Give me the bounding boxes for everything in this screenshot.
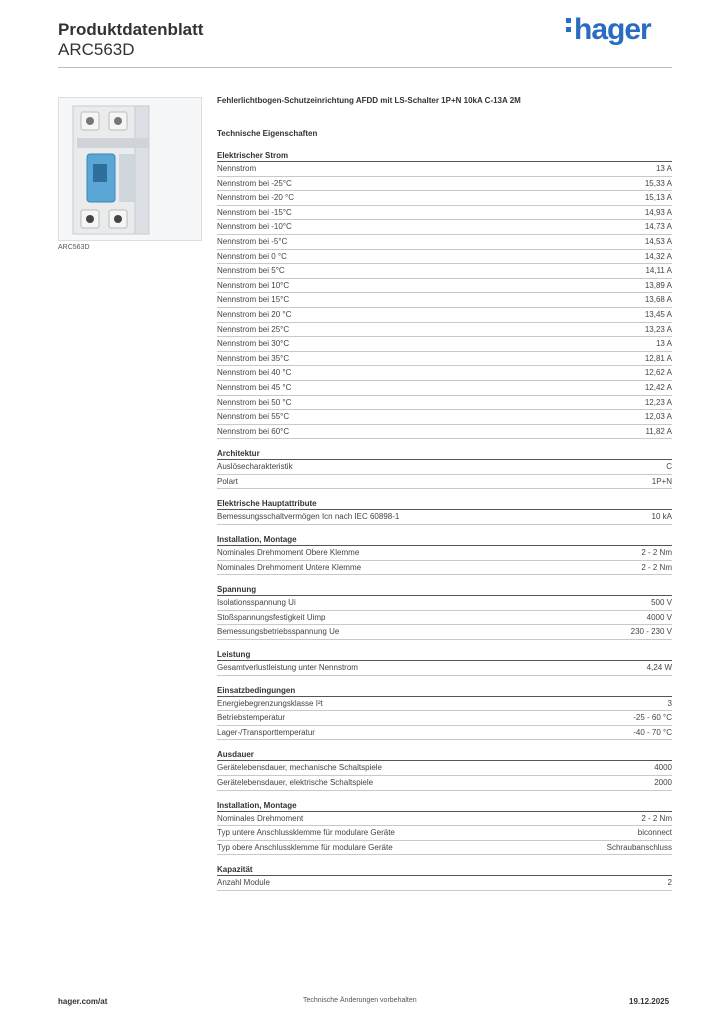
spec-row — [217, 264, 672, 279]
section-title: Einsatzbedingungen — [217, 684, 672, 697]
spec-label: Nennstrom bei 0 °C — [217, 251, 287, 261]
spec-row — [217, 396, 672, 411]
spec-value: 12,23 A — [644, 397, 672, 407]
spec-value: 14,93 A — [644, 207, 672, 217]
spec-label: Betriebstemperatur — [217, 713, 286, 723]
spec-value: 13,89 A — [644, 280, 672, 290]
spec-row — [217, 510, 672, 525]
spec-label: Nennstrom bei 5°C — [217, 266, 285, 276]
spec-section — [217, 748, 672, 790]
spec-value: 14,32 A — [644, 251, 672, 261]
spec-label: Nennstrom bei 45 °C — [217, 382, 292, 392]
spec-value: 4000 — [654, 763, 672, 773]
spec-label: Stoßspannungsfestigkeit Uimp — [217, 612, 326, 622]
spec-value: 14,53 A — [644, 236, 672, 246]
spec-row — [217, 826, 672, 841]
hager-logo — [566, 12, 651, 48]
spec-label: Nominales Drehmoment — [217, 813, 304, 823]
spec-label: Anzahl Module — [217, 878, 270, 888]
spec-label: Typ untere Anschlussklemme für modulare Geräte — [217, 828, 395, 838]
header — [58, 20, 203, 60]
spec-row — [217, 841, 672, 856]
spec-value: biconnect — [637, 828, 672, 838]
spec-section — [217, 684, 672, 741]
spec-row — [217, 546, 672, 561]
image-caption: ARC563D — [58, 244, 90, 251]
footer-note: Technische Änderungen vorbehalten — [303, 997, 417, 1004]
spec-label: Nennstrom bei 60°C — [217, 426, 290, 436]
spec-value: 230 - 230 V — [630, 627, 672, 637]
spec-row — [217, 625, 672, 640]
spec-row — [217, 425, 672, 440]
spec-section — [217, 648, 672, 676]
spec-value: 15,13 A — [644, 193, 672, 203]
logo-text: hager — [574, 13, 651, 46]
spec-value: 1P+N — [651, 476, 672, 486]
section-title: Ausdauer — [217, 748, 672, 761]
section-title: Architektur — [217, 447, 672, 460]
spec-section — [217, 799, 672, 856]
spec-value: 2 - 2 Nm — [641, 562, 672, 572]
section-title: Installation, Montage — [217, 799, 672, 812]
spec-value: 12,62 A — [644, 368, 672, 378]
circuit-breaker-icon — [59, 98, 201, 240]
section-title: Elektrische Hauptattribute — [217, 497, 672, 510]
spec-value: 14,73 A — [644, 222, 672, 232]
spec-row — [217, 162, 672, 177]
spec-row — [217, 726, 672, 741]
spec-value: 2 - 2 Nm — [641, 813, 672, 823]
spec-value: 12,42 A — [644, 382, 672, 392]
spec-label: Auslösecharakteristik — [217, 462, 293, 472]
spec-section — [217, 533, 672, 575]
spec-row — [217, 381, 672, 396]
spec-row — [217, 220, 672, 235]
spec-row — [217, 460, 672, 475]
spec-value: 10 kA — [651, 512, 672, 522]
spec-label: Nennstrom bei 30°C — [217, 339, 290, 349]
spec-label: Gerätelebensdauer, elektrische Schaltspiele — [217, 778, 374, 787]
spec-label: Nennstrom bei 15°C — [217, 295, 290, 305]
spec-label: Nennstrom bei 10°C — [217, 280, 290, 290]
section-title: Elektrischer Strom — [217, 149, 672, 162]
spec-label: Bemessungsschaltvermögen Icn nach IEC 60898-1 — [217, 512, 400, 522]
spec-label: Nominales Drehmoment Untere Klemme — [217, 562, 362, 572]
spec-label: Nennstrom bei -25°C — [217, 178, 292, 188]
spec-label: Nennstrom bei 25°C — [217, 324, 290, 334]
spec-label: Polart — [217, 476, 238, 486]
spec-value: 13,68 A — [644, 295, 672, 305]
spec-row — [217, 366, 672, 381]
header-divider — [58, 67, 672, 68]
product-code: ARC563D — [58, 40, 135, 59]
section-title: Leistung — [217, 648, 672, 661]
spec-row — [217, 761, 672, 776]
spec-value: 500 V — [651, 598, 672, 608]
spec-row — [217, 596, 672, 611]
spec-label: Nennstrom — [217, 164, 257, 173]
tech-heading: Technische Eigenschaften — [217, 129, 318, 138]
spec-label: Nennstrom bei -15°C — [217, 207, 292, 217]
spec-row — [217, 661, 672, 676]
spec-row — [217, 323, 672, 338]
spec-value: -25 - 60 °C — [633, 713, 672, 723]
spec-row — [217, 235, 672, 250]
spec-value: 12,03 A — [644, 412, 672, 422]
spec-section — [217, 863, 672, 891]
spec-value: Schraubanschluss — [606, 842, 672, 852]
spec-section — [217, 149, 672, 439]
spec-section — [217, 447, 672, 489]
spec-sections — [217, 149, 672, 891]
footer-date: 19.12.2025 — [629, 997, 670, 1006]
section-title: Kapazität — [217, 863, 672, 876]
logo-dots-icon — [566, 14, 572, 36]
spec-row — [217, 561, 672, 576]
spec-label: Nennstrom bei 50 °C — [217, 397, 292, 407]
spec-value: -40 - 70 °C — [633, 727, 672, 737]
spec-row — [217, 337, 672, 352]
spec-value: 14,11 A — [645, 266, 672, 276]
spec-label: Nennstrom bei 35°C — [217, 353, 290, 363]
spec-section — [217, 497, 672, 525]
spec-value: 13,23 A — [644, 324, 672, 334]
spec-row — [217, 776, 672, 791]
spec-label: Nominales Drehmoment Obere Klemme — [217, 548, 360, 558]
spec-value: 2000 — [654, 778, 672, 787]
spec-label: Nennstrom bei -20 °C — [217, 193, 295, 203]
page-title: Produktdatenblatt — [58, 20, 204, 39]
spec-label: Gesamtverlustleistung unter Nennstrom — [217, 663, 358, 673]
spec-row — [217, 293, 672, 308]
spec-label: Lager-/Transporttemperatur — [217, 727, 315, 737]
spec-value: 2 — [667, 878, 672, 888]
spec-value: 4,24 W — [646, 663, 672, 673]
spec-value: 15,33 A — [644, 178, 672, 188]
spec-row — [217, 250, 672, 265]
spec-label: Bemessungsbetriebsspannung Ue — [217, 627, 340, 637]
spec-row — [217, 812, 672, 827]
spec-row — [217, 410, 672, 425]
spec-row — [217, 206, 672, 221]
spec-value: 4000 V — [646, 612, 672, 622]
spec-row — [217, 611, 672, 626]
spec-label: Isolationsspannung Ui — [217, 598, 296, 608]
spec-section — [217, 583, 672, 640]
spec-value: 13 A — [655, 164, 672, 173]
spec-row — [217, 308, 672, 323]
product-description: Fehlerlichtbogen-Schutzeinrichtung AFDD mit LS-Schalter 1P+N 10kA C-13A 2M — [217, 96, 521, 105]
spec-row — [217, 177, 672, 192]
section-title: Spannung — [217, 583, 672, 596]
spec-value: 11,82 A — [645, 426, 672, 436]
spec-value: 2 - 2 Nm — [641, 548, 672, 558]
spec-label: Nennstrom bei -10°C — [217, 222, 292, 232]
spec-label: Nennstrom bei -5°C — [217, 236, 288, 246]
spec-row — [217, 711, 672, 726]
spec-label: Typ obere Anschlussklemme für modulare Geräte — [217, 842, 393, 852]
spec-row — [217, 352, 672, 367]
spec-label: Nennstrom bei 20 °C — [217, 309, 292, 319]
spec-value: 13 A — [655, 339, 672, 349]
spec-label: Nennstrom bei 55°C — [217, 412, 290, 422]
spec-row — [217, 279, 672, 294]
spec-label: Nennstrom bei 40 °C — [217, 368, 292, 378]
spec-label: Energiebegrenzungsklasse I²t — [217, 698, 323, 708]
spec-row — [217, 475, 672, 490]
spec-value: 3 — [667, 698, 672, 708]
section-title: Installation, Montage — [217, 533, 672, 546]
spec-label: Gerätelebensdauer, mechanische Schaltspiele — [217, 763, 382, 773]
datasheet-content — [217, 95, 672, 899]
spec-value: 12,81 A — [644, 353, 672, 363]
footer-website: hager.com/at — [58, 997, 108, 1006]
spec-value: C — [666, 462, 672, 472]
spec-row — [217, 876, 672, 891]
spec-row — [217, 191, 672, 206]
spec-row — [217, 697, 672, 712]
spec-value: 13,45 A — [644, 309, 672, 319]
product-image — [58, 97, 202, 241]
